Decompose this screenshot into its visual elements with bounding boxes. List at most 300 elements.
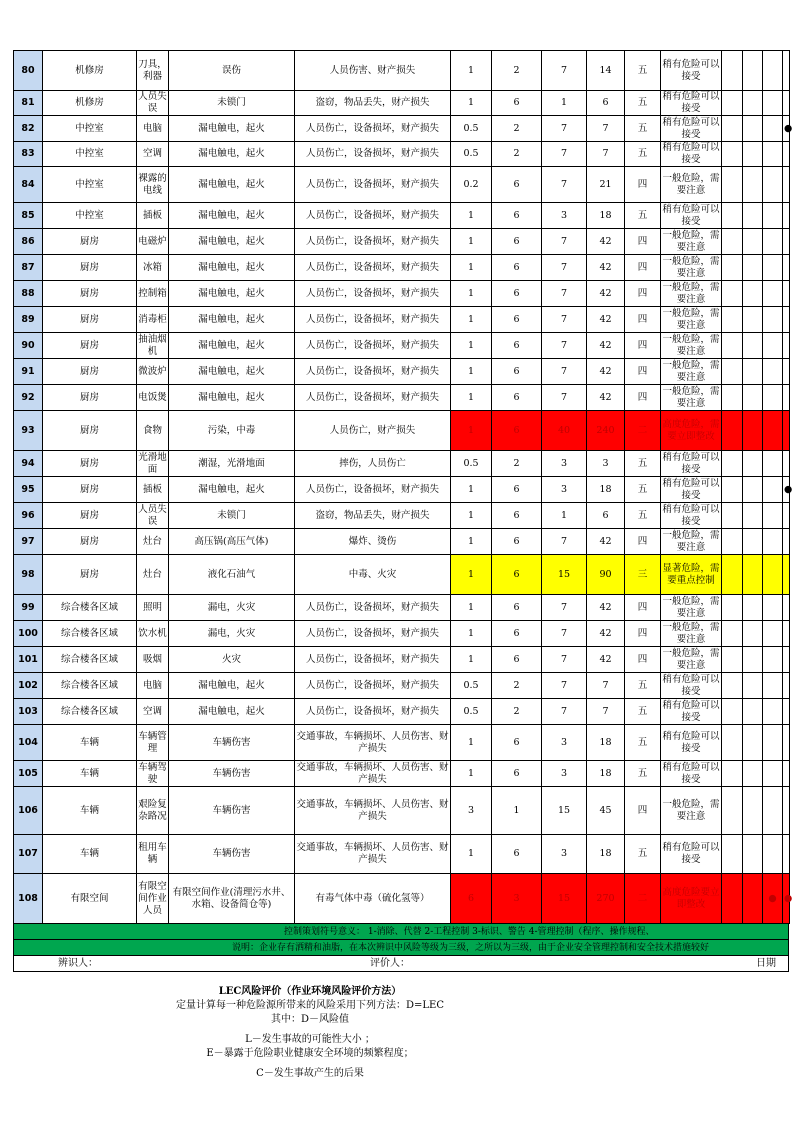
c-value: 7	[542, 647, 587, 673]
source-cell: 空调	[137, 142, 169, 167]
control-4	[783, 673, 790, 699]
result-cell: 人员伤亡，设备损坏，财产损失	[295, 229, 451, 255]
control-2	[743, 307, 763, 333]
row-number: 88	[14, 281, 43, 307]
risk-grade: 五	[625, 451, 661, 477]
c-value: 7	[542, 255, 587, 281]
control-2	[743, 359, 763, 385]
control-1	[722, 555, 743, 595]
d-value: 90	[587, 555, 625, 595]
notes-line: E－暴露于危险职业健康安全环境的频繁程度；	[206, 1048, 414, 1059]
risk-grade: 四	[625, 385, 661, 411]
hazard-cell: 车辆伤害	[169, 761, 295, 787]
control-3	[763, 595, 783, 621]
control-1	[722, 835, 743, 874]
control-3	[763, 167, 783, 203]
control-2	[743, 761, 763, 787]
c-value: 1	[542, 503, 587, 529]
d-value: 7	[587, 116, 625, 142]
control-4	[783, 451, 790, 477]
d-value: 18	[587, 725, 625, 761]
control-2	[743, 229, 763, 255]
risk-level: 高度危险，需要立即整改	[661, 411, 722, 451]
table-row	[14, 761, 790, 787]
c-value: 7	[542, 167, 587, 203]
source-cell: 抽油烟机	[138, 333, 167, 357]
control-2	[743, 281, 763, 307]
control-3	[763, 411, 783, 451]
d-value: 240	[587, 411, 625, 451]
control-1	[722, 451, 743, 477]
row-number: 89	[14, 307, 43, 333]
control-3	[763, 647, 783, 673]
l-value: 0.5	[451, 451, 492, 477]
risk-level: 一般危险，需要注意	[662, 333, 720, 357]
hazard-cell: 未锁门	[169, 91, 295, 116]
l-value: 6	[451, 874, 492, 924]
risk-grade: 四	[625, 359, 661, 385]
row-number: 90	[14, 333, 43, 359]
result-cell: 交通事故，车辆损坏、人员伤害、财产损失	[296, 761, 449, 785]
control-1	[722, 477, 743, 503]
source-cell: 人员失误	[138, 91, 167, 114]
hazard-cell: 误伤	[169, 51, 295, 91]
risk-level: 稍有危险可以接受	[661, 51, 722, 91]
c-value: 7	[542, 621, 587, 647]
source-cell: 冰箱	[137, 255, 169, 281]
row-number: 100	[14, 621, 43, 647]
source-cell: 车辆管理	[137, 725, 169, 761]
row-number: 94	[14, 451, 43, 477]
d-value: 270	[587, 874, 625, 924]
table-row	[14, 51, 790, 91]
c-value: 7	[542, 673, 587, 699]
row-number: 108	[14, 874, 43, 924]
control-3: ●	[763, 874, 783, 924]
d-value: 42	[587, 281, 625, 307]
risk-grade: 五	[625, 699, 661, 725]
c-value: 7	[542, 142, 587, 167]
table-row	[14, 281, 790, 307]
source-cell: 艰险复杂路况	[137, 787, 169, 835]
l-value: 1	[451, 725, 492, 761]
control-2	[743, 385, 763, 411]
hazard-cell: 漏电触电，起火	[169, 385, 295, 411]
risk-level: 显著危险，需要重点控制	[661, 555, 722, 595]
e-value: 6	[492, 595, 542, 621]
control-3	[763, 477, 783, 503]
risk-grade: 五	[625, 673, 661, 699]
control-4	[783, 787, 790, 835]
control-1	[722, 203, 743, 229]
control-4	[783, 203, 790, 229]
row-number: 81	[14, 91, 43, 116]
result-cell: 摔伤，人员伤亡	[295, 451, 451, 477]
c-value: 15	[542, 874, 587, 924]
table-row	[14, 359, 790, 385]
control-3	[763, 529, 783, 555]
control-2	[743, 411, 763, 451]
l-value: 1	[451, 51, 492, 91]
d-value: 42	[587, 647, 625, 673]
e-value: 6	[492, 621, 542, 647]
l-value: 0.5	[451, 116, 492, 142]
source-cell: 租用车辆	[137, 835, 169, 874]
risk-grade: 四	[625, 255, 661, 281]
area-cell: 综合楼各区域	[43, 699, 137, 725]
control-1	[722, 621, 743, 647]
control-3	[763, 307, 783, 333]
risk-grade: 四	[625, 281, 661, 307]
risk-level: 一般危险，需要注意	[662, 307, 720, 331]
hazard-cell: 漏电触电，起火	[169, 333, 295, 359]
control-2	[743, 91, 763, 116]
table-row	[14, 229, 790, 255]
table-row	[14, 333, 790, 359]
risk-grade: 三	[625, 555, 661, 595]
c-value: 3	[542, 451, 587, 477]
risk-level: 一般危险，需要注意	[661, 787, 722, 835]
l-value: 1	[451, 411, 492, 451]
control-2	[743, 699, 763, 725]
table-row	[14, 503, 790, 529]
source-cell: 插板	[137, 203, 169, 229]
control-3	[763, 555, 783, 595]
control-4	[783, 761, 790, 787]
table-row	[14, 91, 790, 116]
control-4	[783, 255, 790, 281]
risk-level: 高度危险要立即整改	[661, 874, 722, 924]
l-value: 1	[451, 761, 492, 787]
e-value: 2	[492, 673, 542, 699]
row-number: 97	[14, 529, 43, 555]
result-cell: 人员伤亡，设备损坏，财产损失	[295, 699, 451, 725]
l-value: 1	[451, 503, 492, 529]
e-value: 6	[492, 385, 542, 411]
notes-line: C－发生事故产生的后果	[256, 1068, 364, 1079]
table-row	[14, 477, 790, 503]
c-value: 7	[542, 307, 587, 333]
control-3	[763, 333, 783, 359]
control-3	[763, 281, 783, 307]
area-cell: 中控室	[43, 142, 137, 167]
risk-grade: 四	[625, 333, 661, 359]
c-value: 7	[542, 359, 587, 385]
hazard-cell: 污染，中毒	[169, 411, 295, 451]
result-cell: 爆炸、烫伤	[295, 529, 451, 555]
control-1	[722, 699, 743, 725]
control-3	[763, 725, 783, 761]
risk-level: 一般危险，需要注意	[662, 595, 720, 619]
control-2	[743, 255, 763, 281]
result-cell: 盗窃，物品丢失，财产损失	[295, 503, 451, 529]
area-cell: 中控室	[43, 167, 137, 203]
area-cell: 厨房	[43, 529, 137, 555]
control-1	[722, 359, 743, 385]
hazard-cell: 车辆伤害	[169, 787, 295, 835]
area-cell: 车辆	[43, 761, 137, 787]
area-cell: 厨房	[43, 411, 137, 451]
risk-level: 一般危险，需要注意	[662, 529, 720, 553]
hazard-cell: 高压锅(高压气体)	[169, 529, 295, 555]
row-number: 80	[14, 51, 43, 91]
table-row	[14, 673, 790, 699]
control-2	[743, 529, 763, 555]
table-row	[14, 411, 790, 451]
e-value: 6	[492, 359, 542, 385]
control-3	[763, 835, 783, 874]
row-number: 83	[14, 142, 43, 167]
control-3	[763, 761, 783, 787]
table-row	[14, 555, 790, 595]
result-cell: 交通事故，车辆损坏、人员伤害、财产损失	[295, 725, 451, 761]
control-4	[783, 621, 790, 647]
d-value: 14	[587, 51, 625, 91]
result-cell: 人员伤亡，设备损坏，财产损失	[295, 142, 451, 167]
control-4: ●	[783, 477, 790, 503]
source-cell: 光滑地面	[138, 451, 167, 475]
result-cell: 人员伤亡，设备损坏，财产损失	[295, 673, 451, 699]
result-cell: 有毒气体中毒（硫化氢等）	[295, 874, 451, 924]
c-value: 15	[542, 787, 587, 835]
source-cell: 控制箱	[137, 281, 169, 307]
e-value: 6	[492, 91, 542, 116]
l-value: 0.5	[451, 673, 492, 699]
table-row	[14, 874, 790, 924]
control-2	[743, 835, 763, 874]
row-number: 104	[14, 725, 43, 761]
l-value: 1	[451, 555, 492, 595]
row-number: 87	[14, 255, 43, 281]
l-value: 1	[451, 229, 492, 255]
control-2	[743, 142, 763, 167]
risk-grade: 五	[625, 142, 661, 167]
control-3	[763, 142, 783, 167]
result-cell: 人员伤亡，设备损坏，财产损失	[295, 647, 451, 673]
risk-grade: 四	[625, 307, 661, 333]
c-value: 7	[542, 229, 587, 255]
risk-grade: 四	[625, 529, 661, 555]
source-cell: 饮水机	[137, 621, 169, 647]
row-number: 82	[14, 116, 43, 142]
result-cell: 人员伤亡，设备损坏，财产损失	[295, 203, 451, 229]
result-cell: 人员伤亡，设备损坏，财产损失	[295, 359, 451, 385]
d-value: 18	[587, 477, 625, 503]
hazard-cell: 漏电触电，起火	[169, 255, 295, 281]
d-value: 18	[587, 203, 625, 229]
d-value: 42	[587, 529, 625, 555]
hazard-cell: 漏电触电，起火	[169, 203, 295, 229]
area-cell: 厨房	[43, 477, 137, 503]
control-1	[722, 761, 743, 787]
result-cell: 人员伤亡，财产损失	[295, 411, 451, 451]
d-value: 7	[587, 142, 625, 167]
control-1	[722, 595, 743, 621]
notes-line: 其中：D－风险值	[270, 1014, 350, 1025]
risk-level: 一般危险，需要注意	[662, 647, 720, 671]
result-cell: 人员伤亡，设备损坏，财产损失	[295, 333, 451, 359]
l-value: 0.2	[451, 167, 492, 203]
risk-grade: 四	[625, 621, 661, 647]
source-cell: 刀具，利器	[137, 51, 169, 91]
risk-grade: 五	[625, 51, 661, 91]
control-4	[783, 647, 790, 673]
risk-level: 一般危险，需要注意	[662, 229, 720, 253]
date-label: 日期	[756, 958, 776, 969]
table-row	[14, 385, 790, 411]
source-cell: 消毒柜	[137, 307, 169, 333]
control-3	[763, 51, 783, 91]
result-cell: 盗窃，物品丢失，财产损失	[295, 91, 451, 116]
control-1	[722, 673, 743, 699]
risk-level: 一般危险，需要注意	[661, 167, 722, 203]
control-4	[783, 281, 790, 307]
c-value: 3	[542, 477, 587, 503]
control-2	[743, 595, 763, 621]
control-3	[763, 787, 783, 835]
hazard-cell: 液化石油气	[169, 555, 295, 595]
l-value: 1	[451, 333, 492, 359]
hazard-cell: 漏电触电，起火	[169, 699, 295, 725]
table-row	[14, 167, 790, 203]
risk-level: 稍有危险可以接受	[662, 761, 720, 785]
control-1	[722, 529, 743, 555]
control-2	[743, 787, 763, 835]
result-cell: 人员伤亡，设备损坏，财产损失	[295, 167, 451, 203]
hazard-cell: 漏电触电，起火	[169, 477, 295, 503]
source-cell: 电磁炉	[137, 229, 169, 255]
hazard-cell: 漏电触电，起火	[169, 142, 295, 167]
area-cell: 厨房	[43, 451, 137, 477]
control-3	[763, 699, 783, 725]
source-cell: 微波炉	[137, 359, 169, 385]
l-value: 1	[451, 529, 492, 555]
risk-sheet	[13, 50, 793, 972]
d-value: 6	[587, 91, 625, 116]
row-number: 102	[14, 673, 43, 699]
control-4	[783, 51, 790, 91]
hazard-cell: 有限空间作业(清理污水井、水箱、设备简仓等)	[169, 874, 295, 924]
d-value: 42	[587, 229, 625, 255]
e-value: 6	[492, 647, 542, 673]
l-value: 1	[451, 621, 492, 647]
control-3	[763, 91, 783, 116]
control-legend: 控制策划符号意义： 1-消除、代替 2-工程控制 3-标识、警告 4-管理控制（程序、操作规程、	[13, 924, 789, 940]
notes-line: 定量计算每一种危险源所带来的风险采用下列方法：D=LEC	[176, 1000, 444, 1011]
d-value: 3	[587, 451, 625, 477]
control-3	[763, 673, 783, 699]
control-1	[722, 787, 743, 835]
table-row	[14, 647, 790, 673]
risk-level: 一般危险，需要注意	[662, 621, 720, 645]
result-cell: 人员伤亡，设备损坏，财产损失	[295, 281, 451, 307]
control-3	[763, 359, 783, 385]
control-3	[763, 621, 783, 647]
control-3	[763, 229, 783, 255]
l-value: 1	[451, 835, 492, 874]
hazard-cell: 漏电触电，起火	[169, 307, 295, 333]
source-cell: 插板	[137, 477, 169, 503]
hazard-cell: 漏电触电，起火	[169, 359, 295, 385]
row-number: 91	[14, 359, 43, 385]
area-cell: 综合楼各区域	[43, 673, 137, 699]
hazard-cell: 漏电触电，起火	[169, 116, 295, 142]
l-value: 1	[451, 477, 492, 503]
e-value: 6	[492, 167, 542, 203]
control-2	[743, 725, 763, 761]
area-cell: 综合楼各区域	[43, 595, 137, 621]
control-4	[783, 385, 790, 411]
l-value: 1	[451, 91, 492, 116]
control-2	[743, 555, 763, 595]
l-value: 0.5	[451, 142, 492, 167]
l-value: 1	[451, 647, 492, 673]
risk-level: 一般危险，需要注意	[662, 385, 720, 409]
source-cell: 电脑	[137, 116, 169, 142]
row-number: 96	[14, 503, 43, 529]
risk-grade: 四	[625, 229, 661, 255]
control-1	[722, 647, 743, 673]
area-cell: 厨房	[43, 281, 137, 307]
l-value: 1	[451, 255, 492, 281]
risk-grade: 五	[625, 116, 661, 142]
source-cell: 人员失误	[138, 503, 167, 527]
row-number: 103	[14, 699, 43, 725]
area-cell: 综合楼各区域	[43, 647, 137, 673]
control-4	[783, 699, 790, 725]
control-2	[743, 116, 763, 142]
control-2	[743, 51, 763, 91]
c-value: 15	[542, 555, 587, 595]
c-value: 3	[542, 761, 587, 787]
control-2	[743, 621, 763, 647]
notes-title: LEC风险评价（作业环境风险评价方法）	[218, 986, 402, 997]
source-cell: 食物	[137, 411, 169, 451]
d-value: 45	[587, 787, 625, 835]
risk-grade: 二	[625, 874, 661, 924]
notes-line: L－发生事故的可能性大小 ；	[245, 1034, 375, 1045]
e-value: 6	[492, 333, 542, 359]
table-row	[14, 835, 790, 874]
risk-level: 一般危险，需要注意	[662, 359, 720, 383]
e-value: 6	[492, 761, 542, 787]
d-value: 42	[587, 333, 625, 359]
d-value: 21	[587, 167, 625, 203]
area-cell: 厨房	[43, 555, 137, 595]
source-cell: 电脑	[137, 673, 169, 699]
control-2	[743, 874, 763, 924]
risk-grade: 四	[625, 595, 661, 621]
risk-grade: 五	[625, 477, 661, 503]
hazard-cell: 车辆伤害	[169, 835, 295, 874]
d-value: 18	[587, 835, 625, 874]
e-value: 6	[492, 529, 542, 555]
e-value: 6	[492, 555, 542, 595]
control-3	[763, 203, 783, 229]
area-cell: 厨房	[43, 359, 137, 385]
control-1	[722, 333, 743, 359]
source-cell: 灶台	[137, 555, 169, 595]
area-cell: 中控室	[43, 203, 137, 229]
area-cell: 车辆	[43, 725, 137, 761]
control-1	[722, 142, 743, 167]
result-cell: 交通事故，车辆损坏、人员伤害、财产损失	[295, 835, 451, 874]
c-value: 3	[542, 725, 587, 761]
row-number: 106	[14, 787, 43, 835]
c-value: 7	[542, 699, 587, 725]
control-1	[722, 91, 743, 116]
c-value: 3	[542, 203, 587, 229]
